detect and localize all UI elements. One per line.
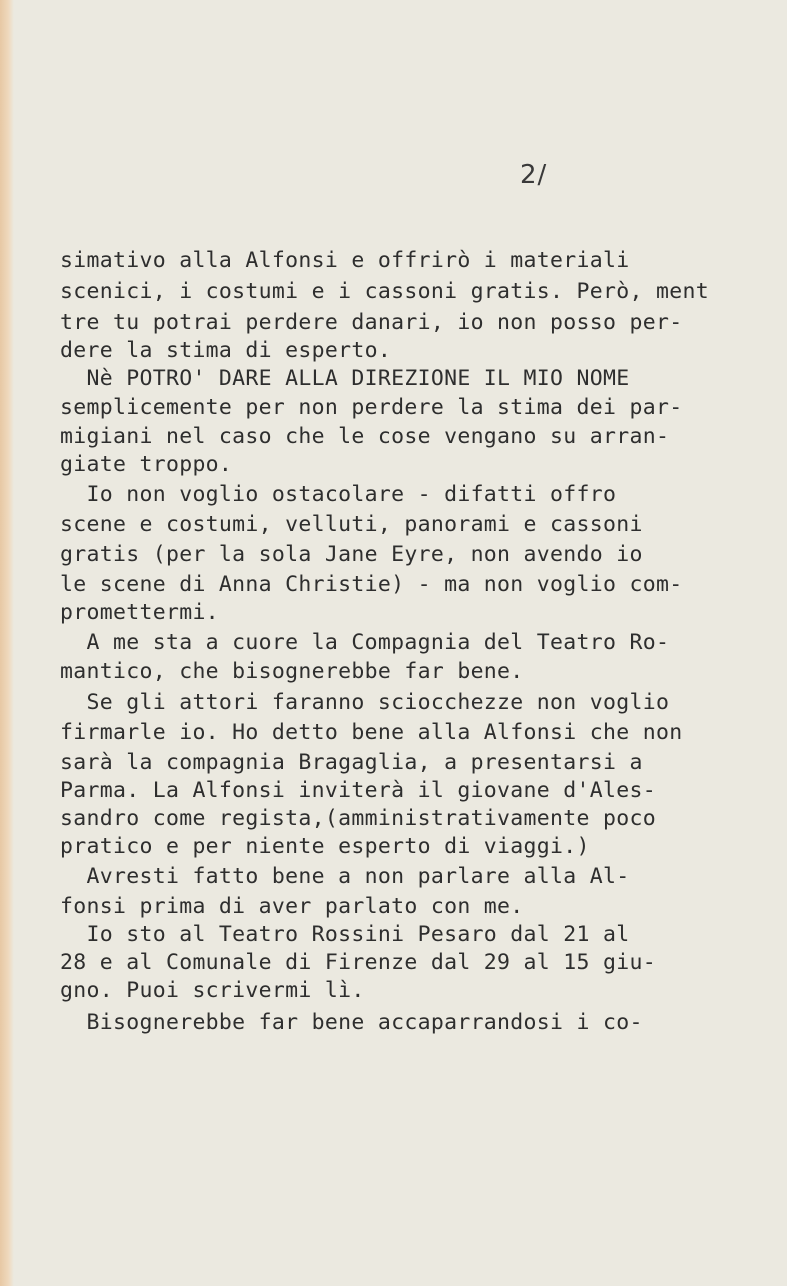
text-line: Se gli attori faranno sciocchezze non voglio	[60, 690, 670, 715]
text-line: promettermi.	[60, 600, 219, 625]
text-line: simativo alla Alfonsi e offrirò i materiali	[60, 248, 630, 273]
text-line: migiani nel caso che le cose vengano su arran-	[60, 424, 670, 449]
text-line: sarà la compagnia Bragaglia, a presentarsi a	[60, 750, 643, 775]
text-line: 28 e al Comunale di Firenze dal 29 al 15 giu-	[60, 950, 656, 975]
text-line: giate troppo.	[60, 452, 233, 477]
text-line: Parma. La Alfonsi inviterà il giovane d'Ales-	[60, 778, 656, 803]
text-line: scenici, i costumi e i cassoni gratis. Però, ment	[60, 279, 709, 304]
text-line: Io sto al Teatro Rossini Pesaro dal 21 al	[60, 922, 630, 947]
text-line: Io non voglio ostacolare - difatti offro	[60, 482, 617, 507]
text-line: Avresti fatto bene a non parlare alla Al-	[60, 864, 630, 889]
text-line: Bisognerebbe far bene accaparrandosi i co-	[60, 1010, 643, 1035]
text-line: semplicemente per non perdere la stima dei par-	[60, 395, 683, 420]
text-line: tre tu potrai perdere danari, io non posso per-	[60, 310, 683, 335]
text-line: gratis (per la sola Jane Eyre, non avendo io	[60, 542, 643, 567]
text-line: gno. Puoi scrivermi lì.	[60, 978, 365, 1003]
text-line: firmarle io. Ho detto bene alla Alfonsi che non	[60, 720, 683, 745]
text-line: pratico e per niente esperto di viaggi.)	[60, 834, 590, 859]
text-line: Nè POTRO' DARE ALLA DIREZIONE IL MIO NOME	[60, 366, 630, 391]
text-line: fonsi prima di aver parlato con me.	[60, 894, 524, 919]
text-line: dere la stima di esperto.	[60, 338, 392, 363]
text-line: A me sta a cuore la Compagnia del Teatro Ro-	[60, 630, 670, 655]
text-line: sandro come regista,(amministrativamente poco	[60, 806, 656, 831]
text-line: le scene di Anna Christie) - ma non voglio com-	[60, 572, 683, 597]
text-line: mantico, che bisognerebbe far bene.	[60, 659, 524, 684]
page-number: 2/	[520, 160, 548, 190]
text-line: scene e costumi, velluti, panorami e cassoni	[60, 512, 643, 537]
paper-edge	[0, 0, 14, 1286]
